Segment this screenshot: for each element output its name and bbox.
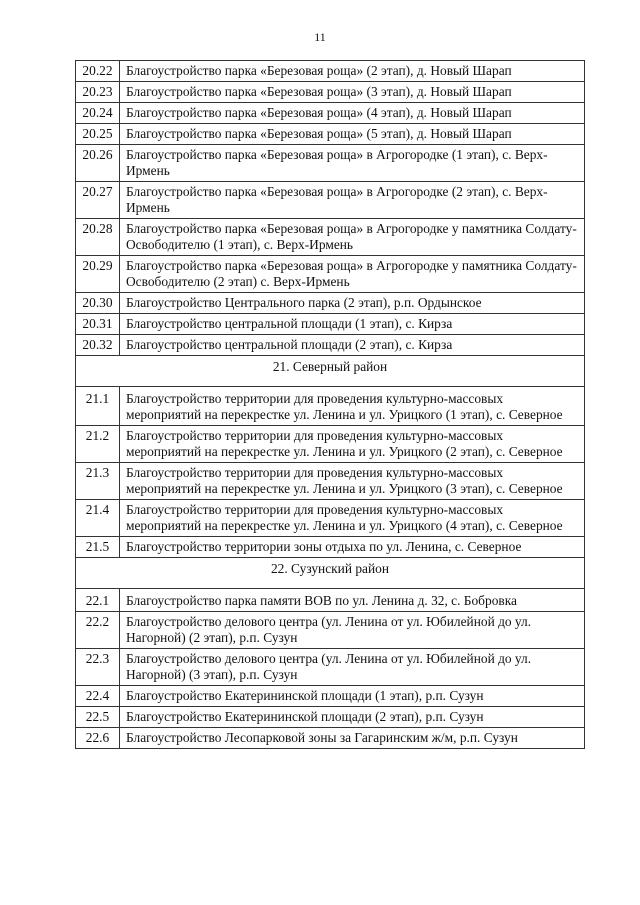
item-description: Благоустройство территории для проведения культурно-массовых мероприятий на перекрестке ул. Ленина и ул. Урицкого (2 этап), с. Северное — [120, 426, 585, 463]
item-description: Благоустройство территории зоны отдыха по ул. Ленина, с. Северное — [120, 537, 585, 558]
item-description: Благоустройство делового центра (ул. Ленина от ул. Юбилейной до ул. Нагорной) (3 этап), р.п. Сузун — [120, 649, 585, 686]
item-number: 20.28 — [76, 219, 120, 256]
table-row — [76, 335, 585, 356]
table-row — [76, 61, 585, 82]
item-description: Благоустройство парка памяти ВОВ по ул. Ленина д. 32, с. Бобровка — [120, 589, 585, 612]
item-number: 20.32 — [76, 335, 120, 356]
item-number: 21.5 — [76, 537, 120, 558]
table-row — [76, 256, 585, 293]
item-number: 22.5 — [76, 707, 120, 728]
item-description: Благоустройство Центрального парка (2 этап), р.п. Ордынское — [120, 293, 585, 314]
item-number: 22.2 — [76, 612, 120, 649]
item-number: 20.25 — [76, 124, 120, 145]
improvement-projects-table — [75, 60, 585, 749]
table-row — [76, 728, 585, 749]
item-description: Благоустройство делового центра (ул. Ленина от ул. Юбилейной до ул. Нагорной) (2 этап), р.п. Сузун — [120, 612, 585, 649]
item-number: 21.4 — [76, 500, 120, 537]
table-row — [76, 219, 585, 256]
table-row — [76, 103, 585, 124]
section-title: 22. Сузунский район — [76, 558, 585, 589]
item-description: Благоустройство парка «Березовая роща» (2 этап), д. Новый Шарап — [120, 61, 585, 82]
item-description: Благоустройство парка «Березовая роща» (3 этап), д. Новый Шарап — [120, 82, 585, 103]
table-row — [76, 589, 585, 612]
item-number: 21.3 — [76, 463, 120, 500]
item-description: Благоустройство центральной площади (2 этап), с. Кирза — [120, 335, 585, 356]
item-number: 20.31 — [76, 314, 120, 335]
item-number: 21.1 — [76, 387, 120, 426]
item-description: Благоустройство парка «Березовая роща» (4 этап), д. Новый Шарап — [120, 103, 585, 124]
table-row — [76, 707, 585, 728]
item-number: 21.2 — [76, 426, 120, 463]
table-row — [76, 686, 585, 707]
item-number: 20.23 — [76, 82, 120, 103]
item-number: 22.6 — [76, 728, 120, 749]
section-header-row — [76, 558, 585, 589]
item-description: Благоустройство парка «Березовая роща» в Агрогородке у памятника Солдату-Освободителю (2 этап) с. Верх-Ирмень — [120, 256, 585, 293]
table-row — [76, 145, 585, 182]
item-number: 22.1 — [76, 589, 120, 612]
table-row — [76, 387, 585, 426]
item-description: Благоустройство Лесопарковой зоны за Гагаринским ж/м, р.п. Сузун — [120, 728, 585, 749]
item-description: Благоустройство территории для проведения культурно-массовых мероприятий на перекрестке ул. Ленина и ул. Урицкого (3 этап), с. Северное — [120, 463, 585, 500]
section-title: 21. Северный район — [76, 356, 585, 387]
item-description: Благоустройство парка «Березовая роща» в Агрогородке (1 этап), с. Верх-Ирмень — [120, 145, 585, 182]
item-number: 20.30 — [76, 293, 120, 314]
item-number: 22.3 — [76, 649, 120, 686]
item-number: 20.27 — [76, 182, 120, 219]
item-number: 20.26 — [76, 145, 120, 182]
table-row — [76, 293, 585, 314]
item-description: Благоустройство парка «Березовая роща» в Агрогородке у памятника Солдату-Освободителю (1 этап), с. Верх-Ирмень — [120, 219, 585, 256]
table-row — [76, 612, 585, 649]
page-number: 11 — [314, 30, 326, 44]
item-description: Благоустройство парка «Березовая роща» в Агрогородке (2 этап), с. Верх-Ирмень — [120, 182, 585, 219]
table-body — [76, 61, 585, 749]
item-description: Благоустройство территории для проведения культурно-массовых мероприятий на перекрестке ул. Ленина и ул. Урицкого (1 этап), с. Северное — [120, 387, 585, 426]
item-description: Благоустройство Екатерининской площади (1 этап), р.п. Сузун — [120, 686, 585, 707]
table-row — [76, 537, 585, 558]
table-row — [76, 182, 585, 219]
item-description: Благоустройство парка «Березовая роща» (5 этап), д. Новый Шарап — [120, 124, 585, 145]
table-row — [76, 463, 585, 500]
item-number: 20.29 — [76, 256, 120, 293]
item-description: Благоустройство центральной площади (1 этап), с. Кирза — [120, 314, 585, 335]
table-row — [76, 124, 585, 145]
section-header-row — [76, 356, 585, 387]
item-description: Благоустройство территории для проведения культурно-массовых мероприятий на перекрестке ул. Ленина и ул. Урицкого (4 этап), с. Северное — [120, 500, 585, 537]
table-row — [76, 314, 585, 335]
item-number: 22.4 — [76, 686, 120, 707]
table-row — [76, 500, 585, 537]
table-row — [76, 82, 585, 103]
item-number: 20.22 — [76, 61, 120, 82]
item-number: 20.24 — [76, 103, 120, 124]
item-description: Благоустройство Екатерининской площади (2 этап), р.п. Сузун — [120, 707, 585, 728]
table-row — [76, 649, 585, 686]
table-row — [76, 426, 585, 463]
